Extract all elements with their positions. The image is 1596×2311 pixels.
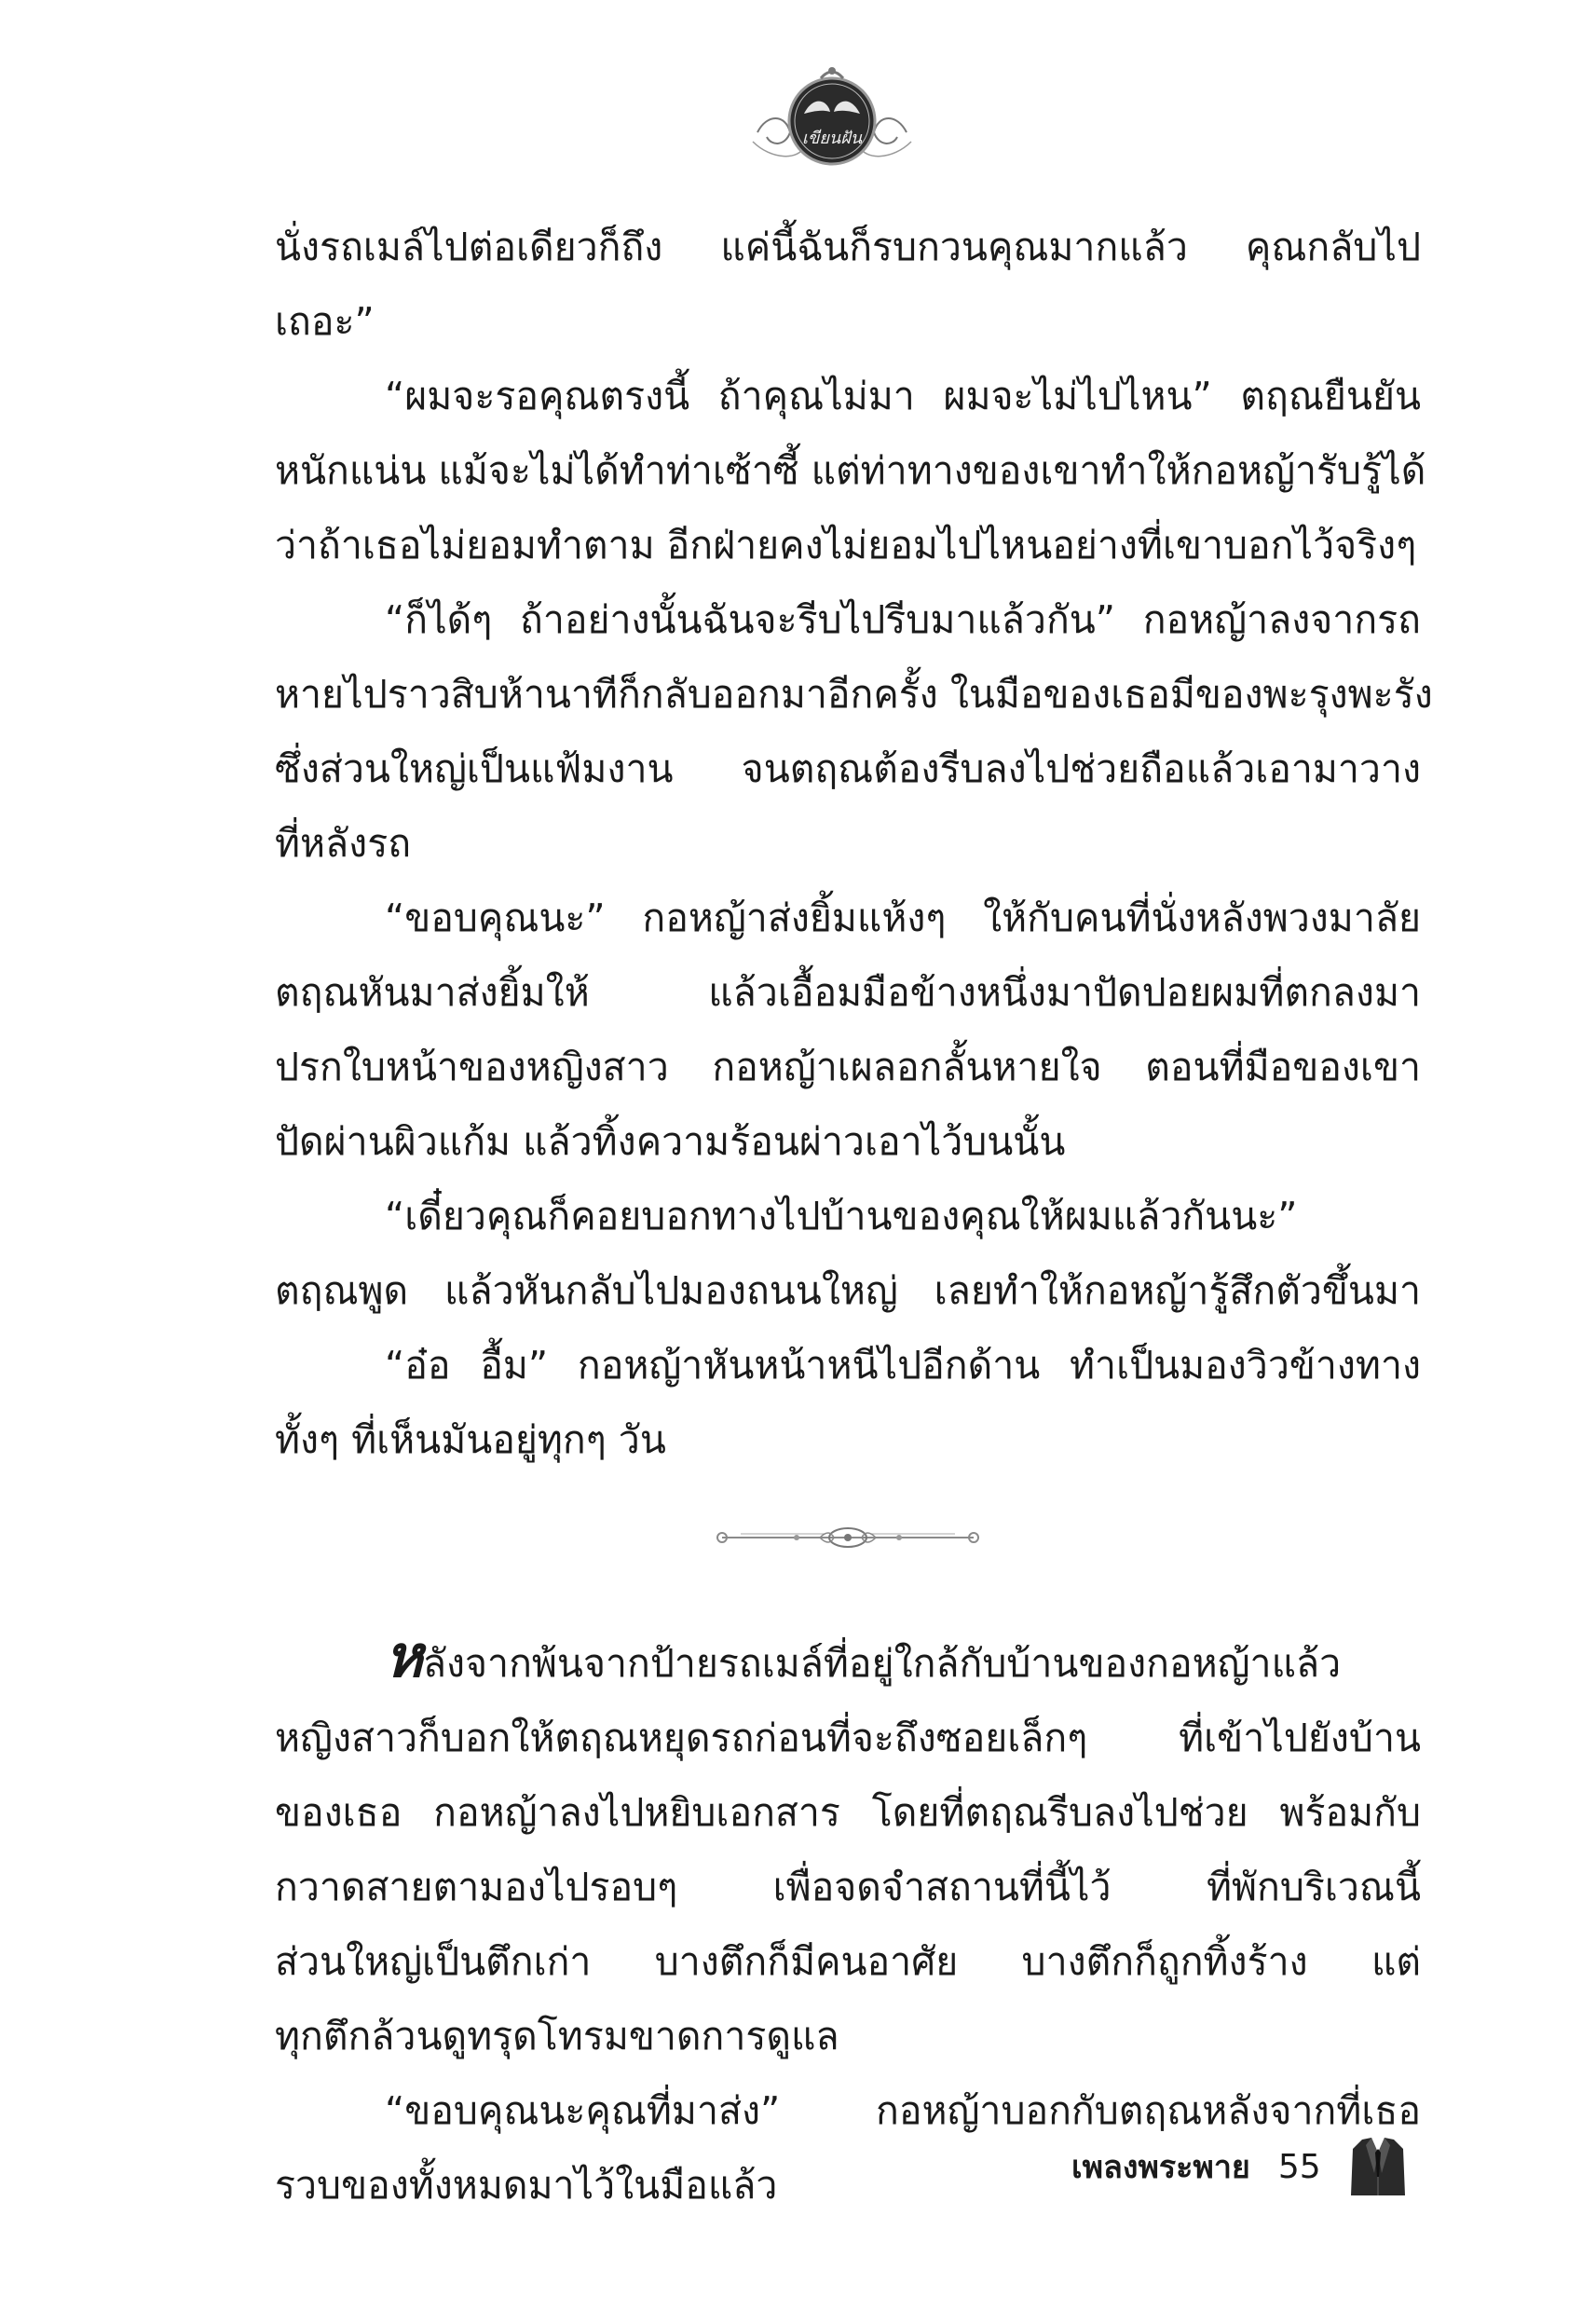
text-line: ปัดผ่านผิวแก้ม แล้วทิ้งความร้อนผ่าวเอาไว้บนนั้น: [275, 1119, 1066, 1164]
dropcap-paragraph-first-line: [275, 1622, 1421, 1701]
text-line: “ขอบคุณนะ” กอหญ้าส่งยิ้มแห้งๆ ให้กับคนที่นั่งหลังพวงมาลัย: [385, 896, 1421, 940]
text-line: ส่วนใหญ่เป็นตึกเก่า บางตึกก็มีคนอาศัย บางตึกก็ถูกทิ้งร้าง แต่: [275, 1939, 1421, 1984]
text-line: หายไปราวสิบห้านาทีก็กลับออกมาอีกครั้ง ในมือของเธอมีของพะรุงพะรัง: [275, 672, 1433, 717]
text-line: ซึ่งส่วนใหญ่เป็นแฟ้มงาน จนตฤณต้องรีบลงไปช่วยถือแล้วเอามาวาง: [275, 746, 1421, 791]
paragraph-group-top: [275, 210, 1433, 1477]
text-line: เถอะ”: [275, 299, 375, 344]
dropcap-letter: ห: [385, 1622, 423, 1690]
section-divider: [275, 1477, 1421, 1626]
text-line: ตฤณหันมาส่งยิ้มให้ แล้วเอื้อมมือข้างหนึ่งมาปัดปอยผมที่ตกลงมา: [275, 970, 1421, 1015]
text-line: “ขอบคุณนะคุณที่มาส่ง” กอหญ้าบอกกับตฤณหลังจากที่เธอ: [385, 2088, 1421, 2133]
text-line: “อ๋อ อื้ม” กอหญ้าหันหน้าหนีไปอีกด้าน ทำเป็นมองวิวข้างทาง: [385, 1343, 1421, 1388]
text-line: ว่าถ้าเธอไม่ยอมทำตาม อีกฝ่ายคงไม่ยอมไปไหนอย่างที่เขาบอกไว้จริงๆ: [275, 523, 1417, 567]
book-title: เพลงพระพาย: [1071, 2149, 1250, 2186]
text-line: ที่หลังรถ: [275, 821, 412, 866]
page-footer: [1071, 2134, 1407, 2199]
page-number: 55: [1277, 2147, 1321, 2186]
text-line: หนักแน่น แม้จะไม่ได้ทำท่าเซ้าซี้ แต่ท่าทางของเขาทำให้กอหญ้ารับรู้ได้: [275, 448, 1426, 493]
text-line: ทั้งๆ ที่เห็นมันอยู่ทุกๆ วัน: [275, 1417, 666, 1462]
body-text: [275, 210, 1433, 2222]
dropcap-rest: ลังจากพ้นจากป้ายรถเมล์ที่อยู่ใกล้กับบ้านของกอหญ้าแล้ว: [422, 1641, 1342, 1686]
text-line: “ก็ได้ๆ ถ้าอย่างนั้นฉันจะรีบไปรีบมาแล้วกัน” กอหญ้าลงจากรถ: [385, 597, 1421, 642]
svg-text:เขียนฝัน: เขียนฝัน: [801, 129, 863, 148]
text-line: นั่งรถเมล์ไปต่อเดียวก็ถึง แค่นี้ฉันก็รบกวนคุณมากแล้ว คุณกลับไป: [275, 225, 1421, 269]
text-line: ของเธอ กอหญ้าลงไปหยิบเอกสาร โดยที่ตฤณรีบลงไปช่วย พร้อมกับ: [275, 1790, 1421, 1835]
ornament-divider-icon: [703, 1519, 992, 1556]
text-line: รวบของทั้งหมดมาไว้ในมือแล้ว: [275, 2163, 778, 2208]
publisher-emblem-icon: [748, 58, 916, 179]
text-line: ปรกใบหน้าของหญิงสาว กอหญ้าเผลอกลั้นหายใจ ตอนที่มือของเขา: [275, 1045, 1421, 1089]
text-line: หญิงสาวก็บอกให้ตฤณหยุดรถก่อนที่จะถึงซอยเล็กๆ ที่เข้าไปยังบ้าน: [275, 1716, 1421, 1760]
suit-jacket-icon: [1349, 2136, 1407, 2197]
text-line: ทุกตึกล้วนดูทรุดโทรมขาดการดูแล: [275, 2014, 839, 2058]
text-line: ตฤณพูด แล้วหันกลับไปมองถนนใหญ่ เลยทำให้กอหญ้ารู้สึกตัวขึ้นมา: [275, 1268, 1421, 1313]
text-line: “ผมจะรอคุณตรงนี้ ถ้าคุณไม่มา ผมจะไม่ไปไหน” ตฤณยืนยัน: [385, 374, 1421, 418]
text-line: กวาดสายตามองไปรอบๆ เพื่อจดจำสถานที่นี้ไว้ ที่พักบริเวณนี้: [275, 1865, 1421, 1909]
text-line: “เดี๋ยวคุณก็คอยบอกทางไปบ้านของคุณให้ผมแล้วกันนะ”: [385, 1194, 1298, 1238]
